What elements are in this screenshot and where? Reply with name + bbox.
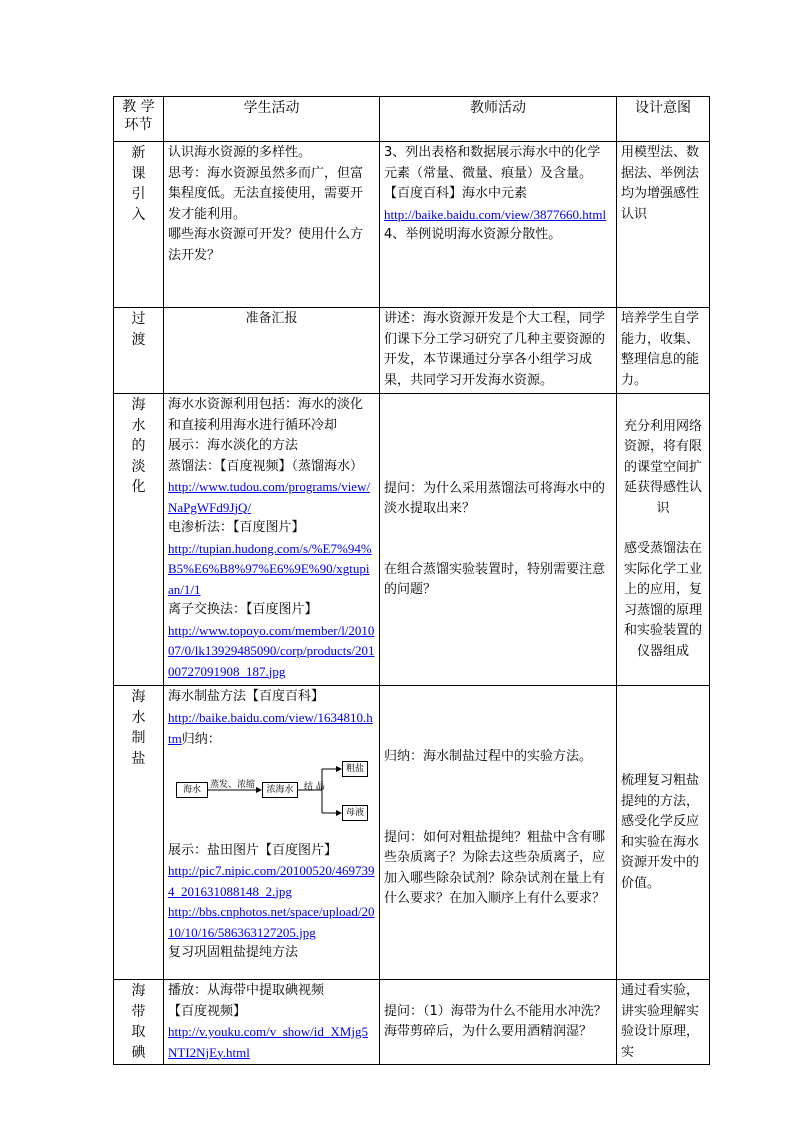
- diagram-step-crystallize: 结 晶: [304, 781, 325, 792]
- row-intro: [114, 142, 710, 308]
- iodine-link-youku[interactable]: http://v.youku.com/v_show/id_XMjg5NTI2NjEy.html: [168, 1024, 368, 1060]
- desal-link-electrodialysis[interactable]: http://tupian.hudong.com/s/%E7%94%B5%E6%B8%97%E6%9E%90/xgtupian/1/1: [168, 540, 372, 597]
- row-desalination: [114, 394, 710, 686]
- transition-intent: 培养学生自学能力，收集、整理信息的能力。: [617, 308, 710, 394]
- intro-intent: 用模型法、数据法、举例法均为增强感性认识: [617, 142, 710, 308]
- desal-student-text3: 蒸馏法：【百度视频】（蒸馏海水）: [168, 458, 364, 474]
- diagram-crude-salt: 粗盐: [342, 761, 368, 777]
- header-stage-line2: 环节: [124, 117, 153, 133]
- transition-student: 准备汇报: [164, 308, 380, 394]
- intro-teacher: [380, 142, 617, 308]
- header-student: 学生活动: [164, 97, 380, 142]
- desal-student-text1: 海水水资源利用包括：海水的淡化和直接利用海水进行循环冷却: [168, 397, 364, 433]
- salt-student-text2: 展示：盐田图片【百度图片】: [168, 842, 338, 858]
- salt-student-text3: 复习巩固粗盐提纯方法: [168, 945, 299, 960]
- intro-student-line1: 认识海水资源的多样性。: [168, 145, 312, 160]
- iodine-intent: 通过看实验，讲实验理解实验设计原理，实: [617, 980, 710, 1065]
- salt-link-baike[interactable]: http://baike.baidu.com/view/1634810.htm: [168, 709, 373, 746]
- stage-desalination: 海 水 的 淡 化: [114, 394, 164, 686]
- desal-student-text2: 展示：海水淡化的方法: [168, 438, 299, 453]
- desal-teacher-text2: 在组合蒸馏实验装置时，特别需要注意的问题？: [384, 561, 606, 597]
- desal-teacher-text1: 提问：为什么采用蒸馏法可将海水中的淡水提取出来？: [384, 480, 606, 516]
- salt-link-cnphotos[interactable]: http://bbs.cnphotos.net/space/upload/2010/10/16/586363127205.jpg: [168, 904, 375, 940]
- salt-student: [164, 686, 380, 980]
- desalination-intent: [617, 394, 710, 686]
- salt-link-nipic[interactable]: http://pic7.nipic.com/20100520/4697394_201631088148_2.jpg: [168, 863, 375, 899]
- stage-intro: 新 课 引 入: [114, 142, 164, 308]
- header-row: [114, 97, 710, 142]
- salt-student-text1: 海水制盐方法【百度百科】: [168, 689, 325, 704]
- desal-link-ion-exchange[interactable]: http://www.topoyo.com/member/l/201007/0/lk13929485090/corp/products/20100727091908_187.jpg: [168, 622, 375, 679]
- lesson-plan-table: [113, 96, 710, 1065]
- salt-teacher-text1: 归纳：海水制盐过程中的实验方法。: [384, 749, 593, 764]
- salt-student-summary: 归纳：: [181, 732, 221, 747]
- stage-salt: 海 水 制 盐: [114, 686, 164, 980]
- desal-intent2: 感受蒸馏法在实际化学工业上的应用，复习蒸馏的原理和实验装置的仪器组成: [623, 541, 702, 659]
- row-salt: [114, 686, 710, 980]
- iodine-student-text1: 播放：从海带中提取碘视频: [168, 983, 325, 998]
- iodine-student-text2: 【百度视频】: [168, 1003, 247, 1019]
- row-iodine: [114, 980, 710, 1065]
- intro-student-line3: 哪些海水资源可开发？使用什么方法开发？: [168, 227, 364, 263]
- header-teacher: 教师活动: [380, 97, 617, 142]
- header-intent: 设计意图: [617, 97, 710, 142]
- diagram-seawater: 海水: [176, 782, 208, 798]
- intro-teacher-link[interactable]: http://baike.baidu.com/view/3877660.html: [384, 206, 607, 222]
- intro-student: [164, 142, 380, 308]
- intro-teacher-text3: 4、举例说明海水资源分散性。: [384, 227, 562, 242]
- stage-iodine: 海 带 取 碘: [114, 980, 164, 1065]
- intro-teacher-text2: 【百度百科】海水中元素: [384, 186, 528, 201]
- row-transition: [114, 308, 710, 394]
- intro-student-line2: 思考：海水资源虽然多而广，但富集程度低。无法直接使用，需要开发才能利用。: [168, 165, 364, 222]
- stage-transition: 过 渡: [114, 308, 164, 394]
- desal-link-distillation[interactable]: http://www.tudou.com/programs/view/NaPgWFd9JjQ/: [168, 479, 371, 515]
- intro-teacher-text1: 3、列出表格和数据展示海水中的化学元素（常量、微量、痕量）及含量。: [384, 145, 601, 181]
- salt-intent: 梳理复习粗盐提纯的方法，感受化学反应和实验在海水资源开发中的价值。: [617, 686, 710, 980]
- desalination-student: [164, 394, 380, 686]
- desal-student-text4: 电渗析法：【百度图片】: [168, 520, 305, 535]
- desal-intent1: 充分利用网络资源，将有限的课堂空间扩延获得感性认识: [623, 418, 702, 516]
- iodine-teacher: 提问：（1）海带为什么不能用水冲洗？海带剪碎后，为什么要用酒精润湿？: [380, 980, 617, 1065]
- desalination-teacher: [380, 394, 617, 686]
- transition-teacher: 讲述：海水资源开发是个大工程，同学们课下分工学习研究了几种主要资源的开发，本节课通过分享各小组学习成果，共同学习开发海水资源。: [380, 308, 617, 394]
- salt-teacher-text2: 提问：如何对粗盐提纯？粗盐中含有哪些杂质离子？为除去这些杂质离子，应加入哪些除杂试剂？除杂试剂在量上有什么要求？在加入顺序上有什么要求？: [384, 829, 606, 906]
- iodine-student: [164, 980, 380, 1065]
- salt-process-diagram: [168, 757, 368, 837]
- diagram-concentrated: 浓海水: [262, 782, 298, 798]
- desal-student-text5: 离子交换法：【百度图片】: [168, 602, 318, 617]
- salt-teacher: [380, 686, 617, 980]
- header-stage-line1: 教 学: [122, 99, 155, 115]
- header-stage: [114, 97, 164, 142]
- diagram-mother-liquor: 母液: [342, 805, 368, 821]
- diagram-step-evaporate: 蒸发、浓缩: [210, 779, 256, 790]
